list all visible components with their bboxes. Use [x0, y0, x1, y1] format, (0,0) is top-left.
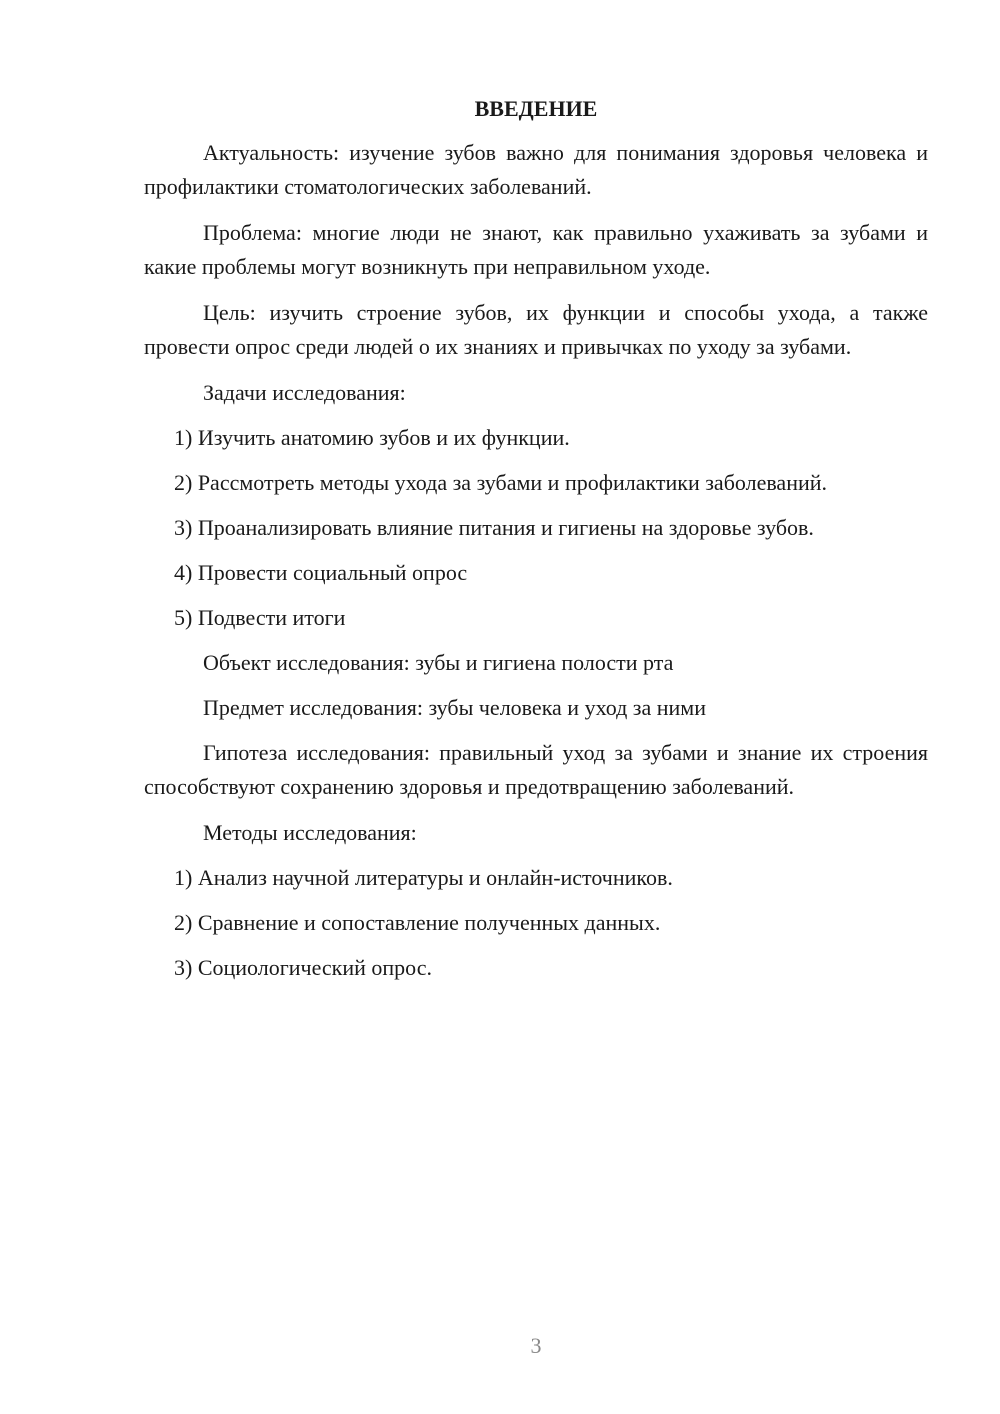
hypothesis-paragraph: Гипотеза исследования: правильный уход за зубами и знание их строения способствуют сохранению здоровья и предотвращению заболеваний. [144, 740, 928, 799]
list-item: 1) Анализ научной литературы и онлайн-источников. [174, 865, 673, 890]
subject-line: Предмет исследования: зубы человека и уход за ними [203, 695, 707, 720]
list-item: 4) Провести социальный опрос [174, 560, 468, 585]
list-item: 2) Рассмотреть методы ухода за зубами и профилактики заболеваний. [174, 470, 828, 495]
section-title: ВВЕДЕНИЕ [474, 96, 598, 121]
tasks-list [144, 421, 928, 635]
page-content [144, 92, 928, 996]
problem-paragraph: Проблема: многие люди не знают, как правильно ухаживать за зубами и какие проблемы могут возникнуть при неправильном уходе. [144, 220, 928, 279]
goal-paragraph: Цель: изучить строение зубов, их функции и способы ухода, а также провести опрос среди людей о их знаниях и привычках по уходу за зубами. [144, 300, 928, 359]
methods-list [144, 861, 928, 985]
list-item: 2) Сравнение и сопоставление полученных данных. [174, 910, 661, 935]
methods-heading: Методы исследования: [203, 820, 417, 845]
tasks-heading: Задачи исследования: [203, 380, 406, 405]
list-item: 5) Подвести итоги [174, 605, 346, 630]
page-number: 3 [530, 1333, 542, 1358]
list-item: 3) Проанализировать влияние питания и гигиены на здоровье зубов. [174, 515, 814, 540]
object-line: Объект исследования: зубы и гигиена полости рта [203, 650, 674, 675]
relevance-paragraph: Актуальность: изучение зубов важно для понимания здоровья человека и профилактики стоматологических заболеваний. [144, 140, 928, 199]
list-item: 3) Социологический опрос. [174, 955, 432, 980]
list-item: 1) Изучить анатомию зубов и их функции. [174, 425, 570, 450]
